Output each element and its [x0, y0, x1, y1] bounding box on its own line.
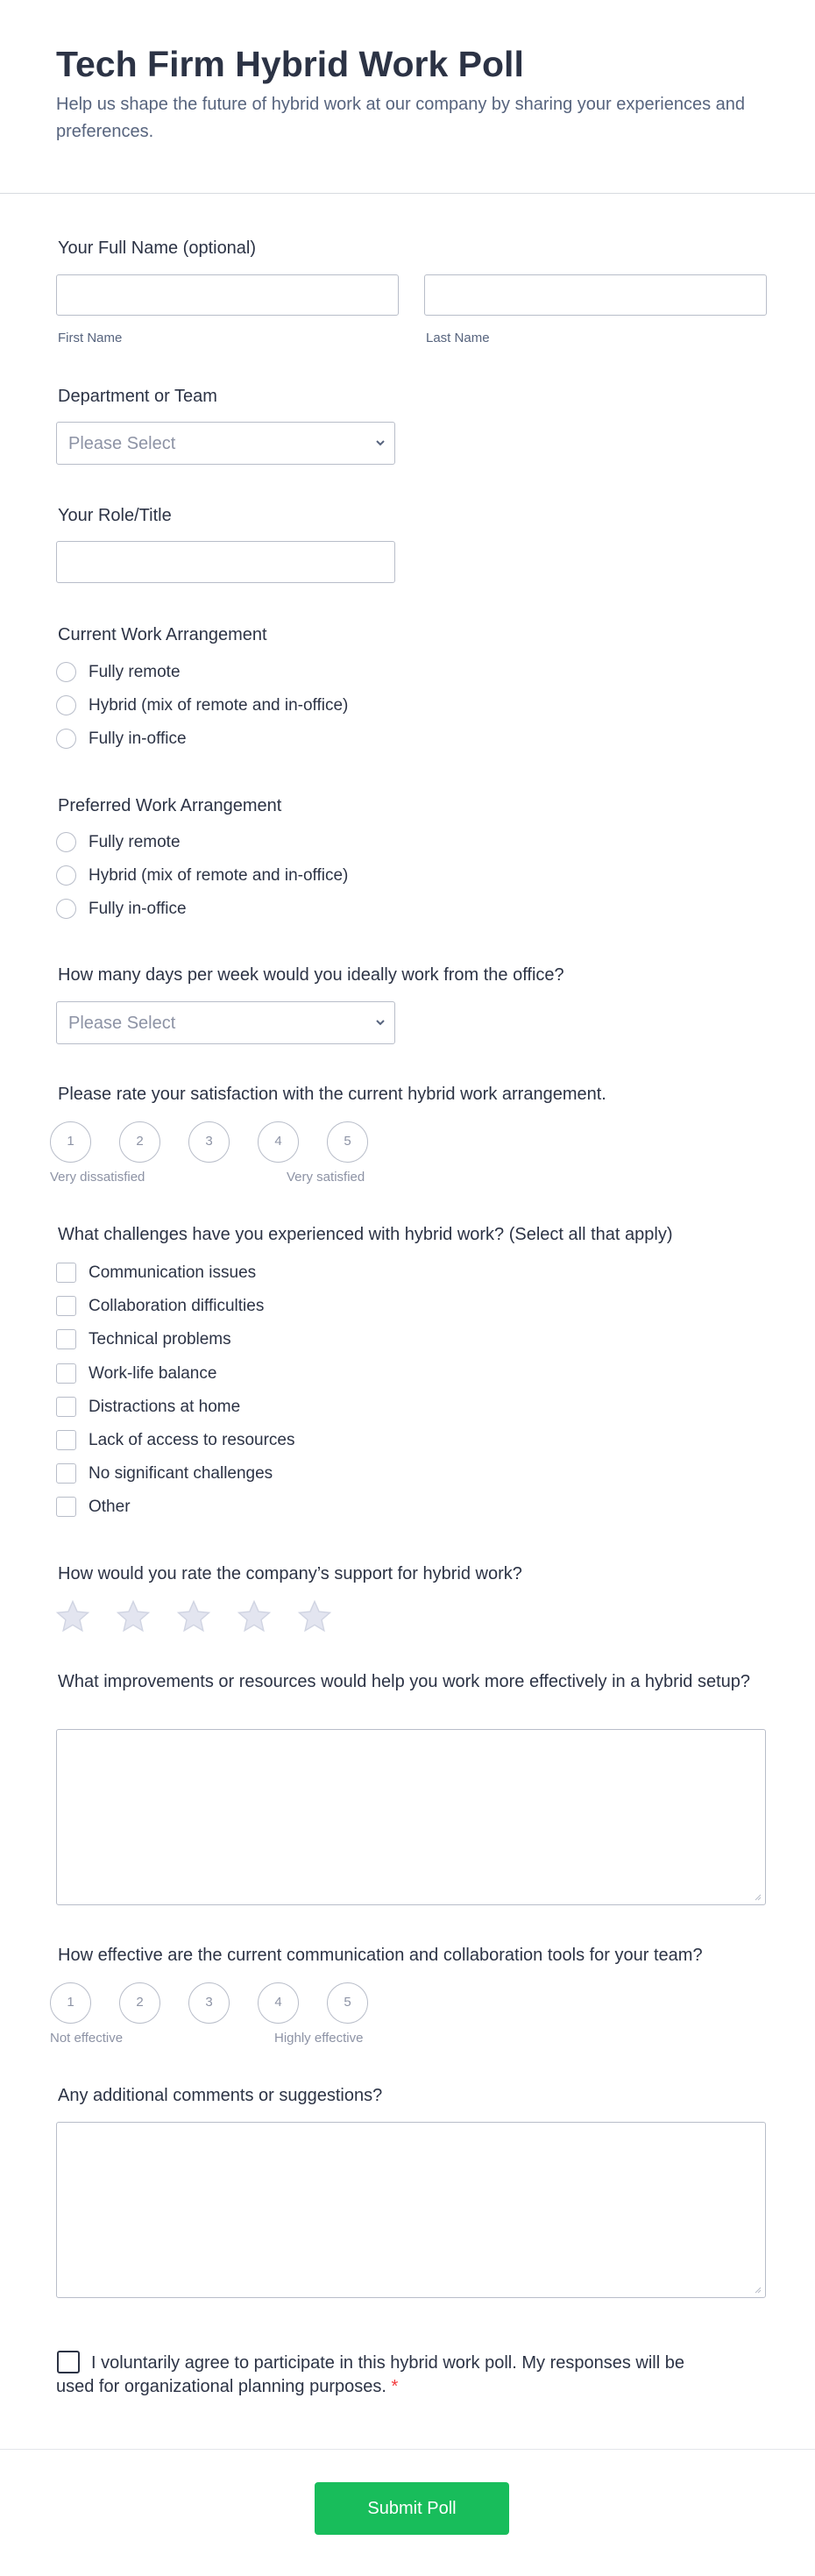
radio-button[interactable]: [56, 729, 76, 749]
tools-option-1[interactable]: 1: [50, 1982, 91, 2024]
submit-button[interactable]: Submit Poll: [315, 2482, 509, 2535]
resize-grip-icon[interactable]: [753, 2285, 762, 2294]
option-label: Fully remote: [89, 833, 181, 851]
option-label: Other: [89, 1498, 131, 1516]
preferred-arrangement-label: Preferred Work Arrangement: [58, 796, 282, 815]
tools-low-label: Not effective: [50, 2031, 124, 2046]
current-arrangement-label: Current Work Arrangement: [58, 625, 267, 644]
support-rating-label: How would you rate the company’s support for hybrid work?: [58, 1564, 522, 1583]
radio-button[interactable]: [56, 662, 76, 682]
option-label: Fully in-office: [89, 729, 187, 748]
option-label: Technical problems: [89, 1330, 231, 1348]
role-input[interactable]: [56, 541, 395, 583]
option-label: Hybrid (mix of remote and in-office): [89, 696, 349, 715]
improvements-textarea[interactable]: [56, 1729, 766, 1905]
office-days-label: How many days per week would you ideally work from the office?: [58, 965, 564, 985]
resize-grip-icon[interactable]: [753, 1892, 762, 1901]
option-label: Fully in-office: [89, 900, 187, 918]
improvements-label: What improvements or resources would help you work more effectively in a hybrid setup?: [58, 1672, 750, 1691]
consent-text: I voluntarily agree to participate in this hybrid work poll. My responses will be used for organizational planning purposes.: [56, 2353, 684, 2396]
option-label: Communication issues: [89, 1263, 257, 1282]
option-label: Lack of access to resources: [89, 1431, 295, 1449]
radio-button[interactable]: [56, 899, 76, 919]
checkbox[interactable]: [56, 1463, 76, 1484]
office-days-select[interactable]: [56, 1001, 395, 1044]
checkbox[interactable]: [56, 1397, 76, 1417]
satisfaction-label: Please rate your satisfaction with the current hybrid work arrangement.: [58, 1085, 606, 1104]
tools-high-label: Highly effective: [274, 2031, 364, 2046]
option-label: Distractions at home: [89, 1398, 241, 1416]
office-days-placeholder: Please Select: [68, 1014, 176, 1033]
radio-button[interactable]: [56, 865, 76, 886]
challenges-label: What challenges have you experienced with hybrid work? (Select all that apply): [58, 1225, 673, 1244]
satisfaction-option-5[interactable]: 5: [327, 1121, 368, 1163]
consent-statement: [56, 2352, 687, 2399]
option-label: No significant challenges: [89, 1464, 273, 1483]
star-icon[interactable]: [236, 1598, 273, 1635]
tools-option-5[interactable]: 5: [327, 1982, 368, 2024]
last-name-input[interactable]: [424, 274, 767, 316]
first-name-sublabel: First Name: [58, 331, 123, 345]
checkbox[interactable]: [56, 1497, 76, 1517]
checkbox[interactable]: [56, 1263, 76, 1283]
checkbox[interactable]: [56, 1363, 76, 1384]
last-name-sublabel: Last Name: [426, 331, 490, 345]
satisfaction-high-label: Very satisfied: [287, 1170, 365, 1185]
satisfaction-option-4[interactable]: 4: [258, 1121, 299, 1163]
option-label: Collaboration difficulties: [89, 1297, 265, 1315]
option-label: Fully remote: [89, 663, 181, 681]
checkbox[interactable]: [56, 1329, 76, 1349]
option-label: Hybrid (mix of remote and in-office): [89, 866, 349, 885]
tools-option-3[interactable]: 3: [188, 1982, 230, 2024]
department-placeholder: Please Select: [68, 434, 176, 453]
satisfaction-low-label: Very dissatisfied: [50, 1170, 145, 1185]
department-select[interactable]: [56, 422, 395, 465]
star-icon[interactable]: [54, 1598, 91, 1635]
radio-button[interactable]: [56, 695, 76, 715]
form-subtitle: Help us shape the future of hybrid work at our company by sharing your experiences and preferences.: [56, 95, 745, 141]
name-label: Your Full Name (optional): [58, 238, 257, 258]
department-label: Department or Team: [58, 387, 217, 406]
footer-divider: [0, 2449, 815, 2450]
star-icon[interactable]: [296, 1598, 333, 1635]
star-icon[interactable]: [175, 1598, 212, 1635]
required-mark: *: [391, 2377, 399, 2396]
option-label: Work-life balance: [89, 1364, 217, 1383]
checkbox[interactable]: [56, 1430, 76, 1450]
consent-checkbox[interactable]: [57, 2351, 80, 2373]
role-label: Your Role/Title: [58, 506, 172, 525]
tools-option-2[interactable]: 2: [119, 1982, 160, 2024]
comments-textarea[interactable]: [56, 2122, 766, 2298]
radio-button[interactable]: [56, 832, 76, 852]
satisfaction-option-2[interactable]: 2: [119, 1121, 160, 1163]
star-icon[interactable]: [115, 1598, 152, 1635]
chevron-down-icon: [374, 1016, 386, 1028]
comments-label: Any additional comments or suggestions?: [58, 2086, 383, 2105]
tools-option-4[interactable]: 4: [258, 1982, 299, 2024]
checkbox[interactable]: [56, 1296, 76, 1316]
satisfaction-option-1[interactable]: 1: [50, 1121, 91, 1163]
chevron-down-icon: [374, 437, 386, 449]
form-title: Tech Firm Hybrid Work Poll: [56, 44, 524, 84]
satisfaction-option-3[interactable]: 3: [188, 1121, 230, 1163]
tools-label: How effective are the current communication and collaboration tools for your team?: [58, 1946, 703, 1965]
first-name-input[interactable]: [56, 274, 399, 316]
form-header: [0, 0, 815, 194]
